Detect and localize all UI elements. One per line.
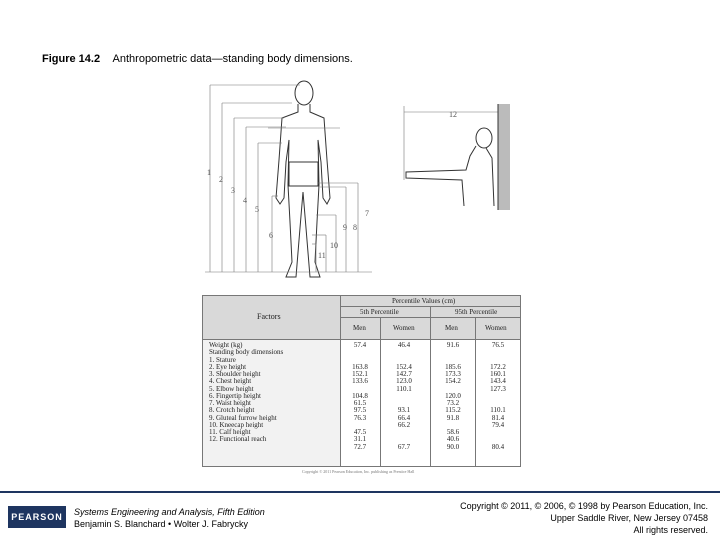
table-cell-m95: 185.6: [445, 362, 461, 371]
table-divider-groups: [430, 306, 431, 467]
table-line-header: [202, 339, 521, 340]
table-cell-w95: 76.5: [491, 341, 505, 349]
copyright-address: Upper Saddle River, New Jersey 07458: [550, 513, 708, 523]
table-cell-m5: 61.5: [353, 399, 367, 407]
table-credit: Copyright © 2011 Pearson Education, Inc. publishing as Prentice Hall: [302, 469, 415, 474]
table-cell-m5: 47.5: [353, 428, 367, 436]
table-cell-w95: 172.2: [490, 362, 506, 371]
table-cell-w95: 127.3: [490, 384, 506, 393]
table-cell-m5: 57.4: [353, 341, 367, 349]
table-cell-w95: 143.4: [490, 377, 506, 386]
dim-label-4: 4: [243, 196, 247, 205]
table-col-men-95: Men: [445, 324, 458, 332]
table-border-left: [202, 295, 203, 467]
table-row-label: 9. Gluteal furrow height: [209, 413, 277, 422]
table-col-men-5: Men: [353, 324, 366, 332]
table-cell-m95: 91.8: [446, 413, 460, 422]
table-cell-w95: 160.1: [490, 370, 506, 378]
table-cell-m95: 173.3: [445, 370, 461, 378]
table-factors-header: Factors: [257, 312, 281, 321]
book-title: Systems Engineering and Analysis, Fifth Edition: [74, 507, 265, 517]
dim-label-1: 1: [207, 168, 211, 177]
table-row-label: Weight (kg): [209, 341, 243, 349]
dim-label-5: 5: [255, 205, 259, 214]
table-cell-m95: 40.6: [446, 435, 460, 444]
table-row-label: 11. Calf height: [209, 428, 251, 436]
dim-label-8: 8: [353, 223, 357, 232]
copyright-block: [460, 500, 708, 536]
dim-label-12: 12: [449, 110, 457, 119]
table-cell-m95: 58.6: [446, 428, 460, 436]
table-cell-m5: 104.8: [352, 391, 368, 400]
table-cell-m5: 133.6: [352, 377, 368, 386]
table-row-label: 10. Kneecap height: [209, 420, 264, 429]
table-cell-m5: 163.8: [352, 362, 368, 371]
dim-label-11: 11: [318, 251, 326, 260]
table-cell-m5: 31.1: [353, 435, 367, 444]
table-line-super: [340, 306, 521, 307]
copyright-line: Copyright © 2011, © 2006, © 1998 by Pearson Education, Inc.: [460, 501, 708, 511]
table-super-header: Percentile Values (cm): [392, 297, 456, 305]
table-cell-m95: 73.2: [446, 399, 460, 407]
table-cell-w95: 79.4: [491, 420, 505, 429]
table-cell-w5: 93.1: [397, 406, 411, 415]
copyright-rights: All rights reserved.: [633, 525, 708, 535]
table-cell-m95: 115.2: [445, 406, 461, 415]
table-col-women-5: Women: [393, 324, 415, 332]
dim-label-10: 10: [330, 241, 338, 250]
table-cell-w5: 142.7: [396, 370, 412, 378]
table-cell-m5: 152.1: [352, 370, 368, 378]
table-cell-m95: 154.2: [445, 377, 461, 386]
table-line-group: [340, 317, 521, 318]
table-cell-w5: 110.1: [396, 384, 412, 393]
table-row-label: Standing body dimensions: [209, 348, 284, 357]
table-cell-w5: 46.4: [397, 341, 411, 349]
table-cell-w5: 66.4: [397, 413, 411, 422]
dim-label-9: 9: [343, 223, 347, 232]
pearson-logo: PEARSON: [8, 506, 66, 528]
table-row-label: 3. Shoulder height: [209, 370, 261, 378]
table-row-label: 7. Waist height: [209, 399, 251, 407]
book-info: [74, 506, 265, 530]
table-cell-m5: 72.7: [353, 442, 367, 451]
table-cell-m95: 90.0: [446, 442, 460, 451]
dim-label-2: 2: [219, 175, 223, 184]
table-row-label: 5. Elbow height: [209, 384, 254, 393]
table-cell-m5: 97.5: [353, 406, 367, 415]
book-authors: Benjamin S. Blanchard • Wolter J. Fabrycky: [74, 519, 249, 529]
dim-label-7: 7: [365, 209, 369, 218]
table-row-label: 1. Stature: [209, 355, 236, 364]
table-row-label: 2. Eye height: [209, 362, 247, 371]
table-row-label: 4. Chest height: [209, 377, 252, 386]
figure-caption: Anthropometric data—standing body dimensions.: [112, 53, 353, 65]
table-cell-m95: 120.0: [445, 391, 461, 400]
table-border-top: [202, 295, 521, 296]
dim-label-3: 3: [231, 186, 235, 195]
dim-label-6: 6: [269, 231, 273, 240]
figure-number: Figure 14.2: [42, 53, 101, 65]
footer-divider: [0, 491, 720, 493]
table-group-95th: 95th Percentile: [455, 308, 498, 316]
figure-dimension-labels: [207, 110, 457, 260]
table-cell-w5: 152.4: [396, 362, 412, 371]
table-border-right: [520, 295, 521, 467]
table-col-women-95: Women: [485, 324, 507, 332]
table-row-label: 8. Crotch height: [209, 406, 255, 415]
table-cell-w5: 66.2: [397, 420, 411, 429]
table-cell-w95: 110.1: [490, 406, 506, 415]
reach-figure: [404, 104, 510, 210]
table-row-label: 12. Functional reach: [209, 435, 267, 444]
table-cell-w95: 80.4: [491, 442, 505, 451]
table-cell-w5: 123.0: [396, 377, 412, 386]
table-border-bottom: [202, 466, 521, 467]
table-cell-m95: 91.6: [446, 341, 460, 349]
table-group-5th: 5th Percentile: [360, 308, 399, 316]
table-row-label: 6. Fingertip height: [209, 391, 261, 400]
standing-figure: [276, 81, 330, 277]
table-cell-m5: 76.3: [353, 413, 367, 422]
percentile-table: [202, 295, 521, 474]
table-cell-w95: 81.4: [491, 413, 505, 422]
table-cell-w5: 67.7: [397, 442, 411, 451]
